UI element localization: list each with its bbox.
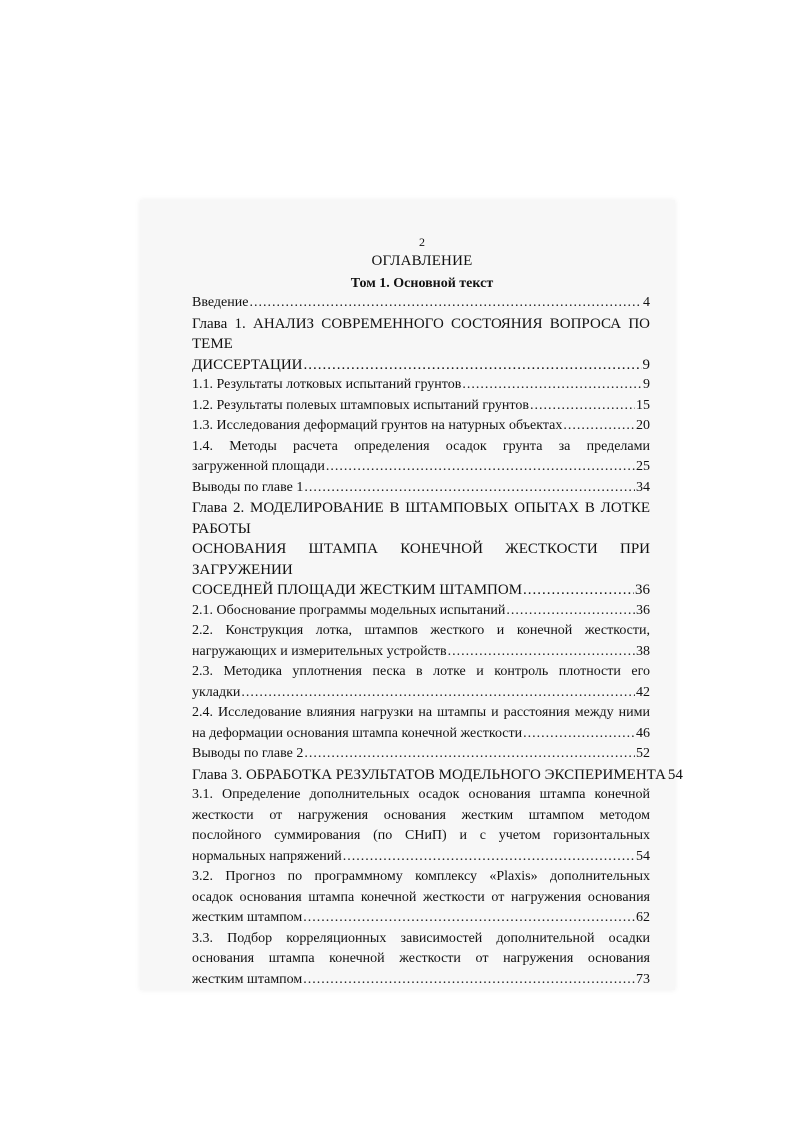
toc-entry-line: 3.2. Прогноз по программному комплексу «Plaxis» дополнительных xyxy=(192,869,650,884)
toc-entry-page: 15 xyxy=(636,397,650,413)
toc-entry-page: 62 xyxy=(636,910,650,925)
toc-entry-row xyxy=(192,908,650,929)
toc-entry xyxy=(192,396,650,417)
dot-leader xyxy=(304,744,635,765)
toc-entry xyxy=(192,621,650,662)
toc-entry-title: укладки xyxy=(192,684,241,700)
toc-entry-page: 46 xyxy=(636,725,650,741)
toc-entry-page: 38 xyxy=(636,643,650,659)
toc-entry-line: 2.3. Методика уплотнения песка в лотке и контроль плотности его xyxy=(192,664,650,679)
toc-entry-title: жестким штампом xyxy=(192,971,303,987)
toc-entry-title: Введение xyxy=(192,295,249,310)
toc-entry-line: ОСНОВАНИЯ ШТАМПА КОНЕЧНОЙ ЖЕСТКОСТИ ПРИ ЗАГРУЖЕНИИ xyxy=(192,541,650,578)
toc-entry-title: на деформации основания штампа конечной жесткости xyxy=(192,725,523,741)
toc-entry-row xyxy=(192,683,650,704)
toc-entry-line: жесткости от нагружения основания жестким штампом методом xyxy=(192,807,650,823)
dot-leader xyxy=(326,457,635,478)
dot-leader xyxy=(304,478,635,499)
toc-entry-row xyxy=(192,396,650,417)
toc-entry xyxy=(192,478,650,499)
dot-leader xyxy=(523,724,635,745)
toc-entry-line: 3.3. Подбор корреляционных зависимостей дополнительной осадки xyxy=(192,930,650,946)
dot-leader xyxy=(343,847,635,868)
toc-entry-row xyxy=(192,847,650,868)
toc-entry-row xyxy=(192,601,650,622)
toc-entry-title: 1.1. Результаты лотковых испытаний грунтов xyxy=(192,377,462,392)
toc-entry-page: 54 xyxy=(667,766,683,783)
toc-entry xyxy=(192,765,683,786)
toc-entry xyxy=(192,293,650,314)
toc-entry-title: загруженной площади xyxy=(192,459,325,474)
toc-entry-page: 34 xyxy=(636,479,650,495)
toc-entry-row xyxy=(192,375,650,396)
dot-leader xyxy=(249,293,642,314)
toc-entry-row xyxy=(192,580,650,601)
toc-entry-title: СОСЕДНЕЙ ПЛОЩАДИ ЖЕСТКИМ ШТАМПОМ xyxy=(192,582,523,598)
toc-entry-page: 73 xyxy=(636,971,650,987)
toc-entry-row xyxy=(192,744,650,765)
table-of-contents xyxy=(192,293,683,990)
dot-leader xyxy=(448,642,635,663)
toc-subtitle: Том 1. Основной текст xyxy=(350,276,494,291)
toc-entry xyxy=(192,416,650,437)
dot-leader xyxy=(523,580,634,601)
toc-entry-line: основания штампа конечной жесткости от нагружения основания xyxy=(192,951,650,966)
toc-entry-row xyxy=(192,416,650,437)
toc-entry-page: 42 xyxy=(636,684,650,700)
toc-entry-row xyxy=(192,642,650,663)
toc-entry-page: 4 xyxy=(643,295,650,310)
toc-entry-title: Глава 3. ОБРАБОТКА РЕЗУЛЬТАТОВ МОДЕЛЬНОГО ЭКСПЕРИМЕНТА xyxy=(192,766,666,783)
toc-entry-line: 2.4. Исследование влияния нагрузки на штампы и расстояния между ними xyxy=(192,705,650,720)
page-number: 2 xyxy=(419,235,425,249)
toc-entry-page: 20 xyxy=(636,418,650,433)
toc-entry-line: 2.2. Конструкция лотка, штампов жесткого и конечной жесткости, xyxy=(192,623,650,638)
toc-entry xyxy=(192,867,650,929)
dot-leader xyxy=(530,396,635,417)
toc-entry-title: 2.1. Обоснование программы модельных испытаний xyxy=(192,602,506,618)
toc-entry xyxy=(192,601,650,622)
dot-leader xyxy=(304,355,642,376)
toc-entry xyxy=(192,929,650,991)
toc-entry-title: нормальных напряжений xyxy=(192,848,342,864)
toc-entry-row xyxy=(192,478,650,499)
toc-entry-row xyxy=(192,970,650,991)
toc-entry-line: послойного суммирования (по СНиП) и с учетом горизонтальных xyxy=(192,828,650,843)
toc-entry-title: 1.2. Результаты полевых штамповых испытаний грунтов xyxy=(192,397,529,413)
toc-entry-row xyxy=(192,724,650,745)
toc-entry-title: 1.3. Исследования деформаций грунтов на натурных объектах xyxy=(192,418,563,433)
dot-leader xyxy=(303,970,635,991)
toc-entry-title: ДИССЕРТАЦИИ xyxy=(192,356,303,373)
toc-entry-title: Выводы по главе 2 xyxy=(192,746,304,761)
dot-leader xyxy=(241,683,635,704)
toc-entry-line: 1.4. Методы расчета определения осадок грунта за пределами xyxy=(192,438,650,454)
toc-entry-page: 36 xyxy=(636,602,650,618)
toc-entry-page: 9 xyxy=(643,377,650,392)
dot-leader xyxy=(303,908,635,929)
toc-entry-title: жестким штампом xyxy=(192,910,303,925)
toc-entry xyxy=(192,375,650,396)
toc-entry-row xyxy=(192,355,650,376)
toc-entry-page: 52 xyxy=(636,746,650,761)
toc-entry xyxy=(192,662,650,703)
toc-entry-page: 25 xyxy=(636,459,650,474)
dot-leader xyxy=(506,601,635,622)
toc-entry xyxy=(192,498,650,601)
toc-entry-page: 9 xyxy=(642,356,650,373)
toc-entry xyxy=(192,744,650,765)
toc-entry-line: Глава 1. АНАЛИЗ СОВРЕМЕННОГО СОСТОЯНИЯ ВОПРОСА ПО ТЕМЕ xyxy=(192,315,650,352)
toc-entry-line: 3.1. Определение дополнительных осадок основания штампа конечной xyxy=(192,787,650,802)
toc-entry xyxy=(192,314,650,376)
toc-entry-title: нагружающих и измерительных устройств xyxy=(192,643,447,659)
dot-leader xyxy=(563,416,635,437)
toc-entry xyxy=(192,703,650,744)
toc-entry-line: осадок основания штампа конечной жесткости от нагружения основания xyxy=(192,889,650,905)
toc-entry-page: 36 xyxy=(635,582,650,598)
toc-entry xyxy=(192,437,650,478)
toc-entry-title: Выводы по главе 1 xyxy=(192,479,304,495)
toc-entry-row xyxy=(192,457,650,478)
dot-leader xyxy=(462,375,642,396)
toc-entry-line: Глава 2. МОДЕЛИРОВАНИЕ В ШТАМПОВЫХ ОПЫТАХ В ЛОТКЕ РАБОТЫ xyxy=(192,500,650,537)
toc-entry-row xyxy=(192,765,683,786)
toc-entry-page: 54 xyxy=(636,848,650,864)
toc-entry-row xyxy=(192,293,650,314)
toc-title: ОГЛАВЛЕНИЕ xyxy=(371,253,473,269)
toc-entry xyxy=(192,785,650,867)
